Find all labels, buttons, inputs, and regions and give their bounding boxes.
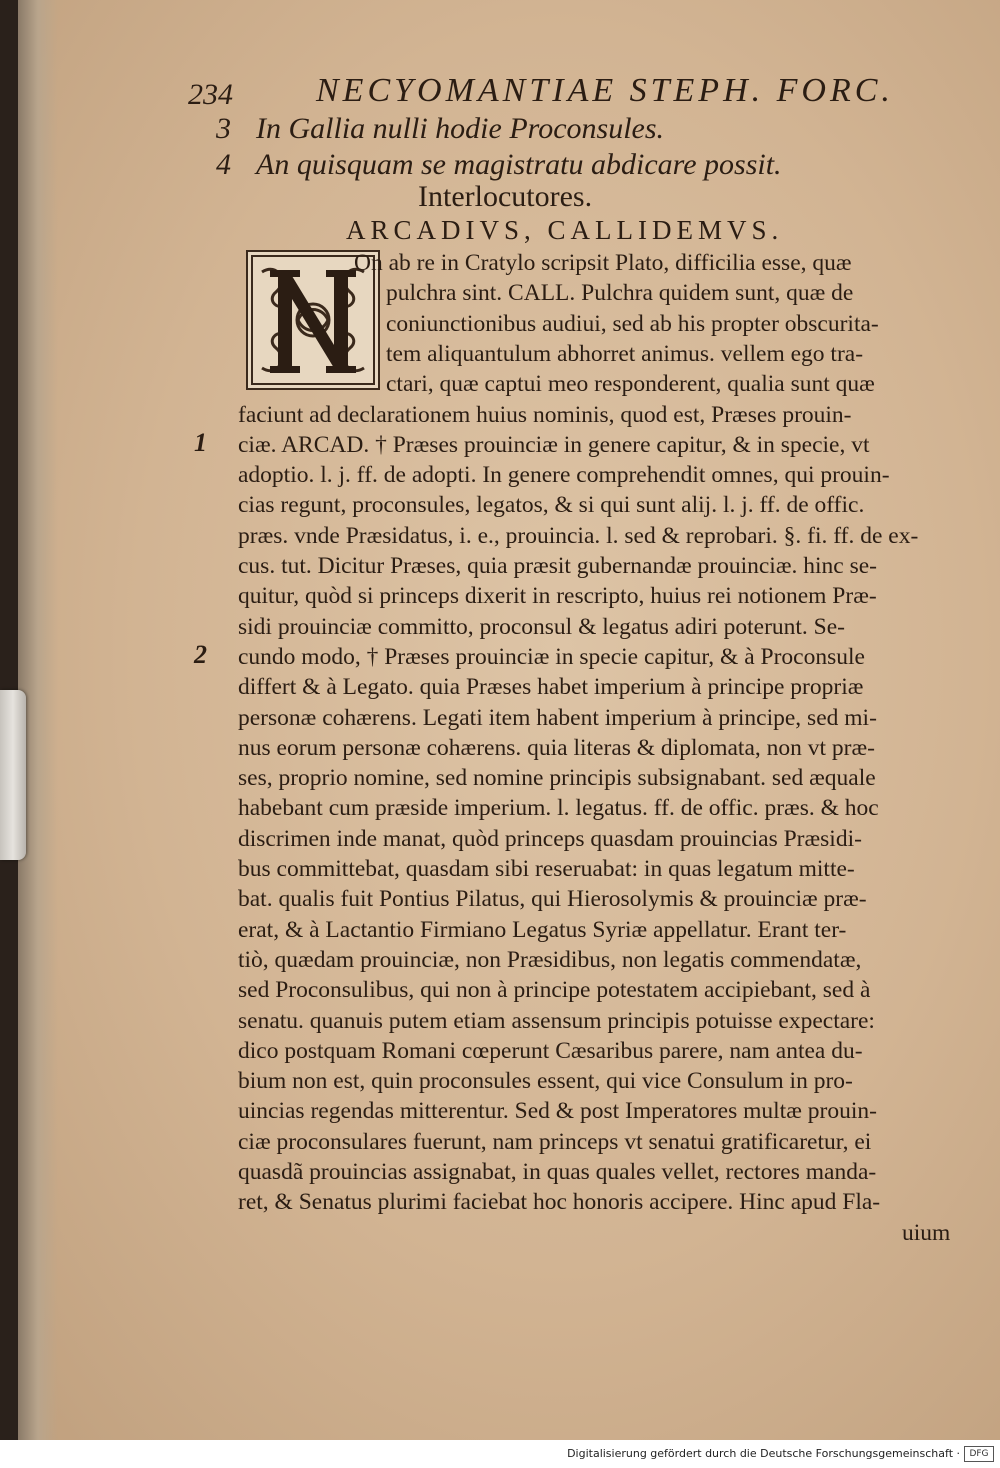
text-line: ciæ proconsulares fuerunt, nam princeps vt senatui gratificaretur, ei: [238, 1128, 872, 1155]
interlocutors-title: Interlocutores.: [418, 180, 593, 213]
text-line: erat, & à Lactantio Firmiano Legatus Syriæ appellatur. Erant ter-: [238, 916, 847, 943]
text-line: faciunt ad declarationem huius nominis, quod est, Præses prouin-: [238, 401, 852, 428]
margin-number-2: 2: [194, 640, 207, 669]
text-line: ctari, quæ captui meo responderent, qualia sunt quæ: [386, 371, 875, 398]
text-line: adoptio. l. j. ff. de adopti. In genere comprehendit omnes, qui prouin-: [238, 462, 890, 489]
text-line: cias regunt, proconsules, legatos, & si qui sunt alij. l. j. ff. de offic.: [238, 492, 865, 519]
text-line: tiò, quædam prouinciæ, non Præsidibus, non legatis commendatæ,: [238, 946, 862, 973]
text-line: pulchra sint. CALL. Pulchra quidem sunt, quæ de: [386, 280, 854, 307]
margin-number-1: 1: [194, 428, 207, 457]
text-line: bus committebat, quasdam sibi reseruabat: in quas legatum mitte-: [238, 856, 855, 882]
catchword: uium: [902, 1219, 951, 1246]
running-title: NECYOMANTIAE STEPH. FORC.: [316, 72, 894, 109]
text-line: coniunctionibus audiui, sed ab his propter obscurita-: [386, 310, 879, 337]
text-line: tem aliquantulum abhorret animus. vellem ego tra-: [386, 340, 864, 367]
text-line: personæ cohærens. Legati item habent imperium à principe, sed mi-: [238, 704, 877, 731]
text-line: uincias regendas mitterentur. Sed & post Imperatores multæ prouin-: [238, 1098, 877, 1125]
text-line: ciæ. ARCAD. † Præses prouinciæ in genere capitur, & in specie, vt: [238, 431, 870, 458]
toc-text: In Gallia nulli hodie Proconsules.: [256, 112, 665, 145]
book-page: [18, 0, 1000, 1440]
toc-number: 4: [216, 148, 231, 181]
text-line: præs. vnde Præsidatus, i. e., prouincia. l. sed & reprobari. §. fi. ff. de ex-: [238, 522, 919, 549]
text-line: quitur, quòd si princeps dixerit in rescripto, huius rei notionem Præ-: [238, 583, 877, 610]
text-line: ret, & Senatus plurimi faciebat hoc honoris accipere. Hinc apud Fla-: [238, 1189, 881, 1216]
page-clip: [0, 690, 26, 860]
text-line: On ab re in Cratylo scripsit Plato, difficilia esse, quæ: [354, 250, 852, 276]
text-line: nus eorum personæ cohærens. quia literas & diplomata, non vt præ-: [238, 734, 876, 761]
text-line: sed Proconsulibus, qui non à principe potestatem accipiebant, sed à: [238, 977, 871, 1004]
text-line: sidi prouinciæ committo, proconsul & legatus adiri poterunt. Se-: [238, 613, 845, 640]
text-line: bat. qualis fuit Pontius Pilatus, qui Hierosolymis & prouinciæ præ-: [238, 886, 867, 913]
text-line: differt & à Legato. quia Præses habet imperium à principe propriæ: [238, 674, 864, 701]
dfg-logo: DFG: [964, 1446, 994, 1462]
text-line: discrimen inde manat, quòd princeps quasdam prouincias Præsidi-: [238, 825, 862, 852]
page-number: 234: [188, 78, 233, 111]
text-line: cus. tut. Dicitur Præses, quia præsit gubernandæ prouinciæ. hinc se-: [238, 553, 877, 579]
toc-number: 3: [216, 112, 231, 145]
text-line: habebant cum præside imperium. l. legatus. ff. de offic. præs. & hoc: [238, 795, 879, 822]
text-line: bium non est, quin proconsules essent, qui vice Consulum in pro-: [238, 1068, 853, 1095]
text-line: dico postquam Romani cœperunt Cæsaribus parere, nam antea du-: [238, 1037, 863, 1064]
toc-text: An quisquam se magistratu abdicare possit.: [256, 148, 782, 181]
text-line: senatu. quanuis putem etiam assensum principis potuisse expectare:: [238, 1007, 875, 1034]
footer-bar: [0, 1440, 1000, 1468]
speakers-heading: ARCADIVS, CALLIDEMVS.: [346, 215, 784, 245]
text-line: cundo modo, † Præses prouinciæ in specie capitur, & à Proconsule: [238, 643, 865, 670]
text-line: ses, proprio nomine, sed nomine principis subsignabant. sed æquale: [238, 765, 876, 792]
text-line: quasdã prouincias assignabat, in quas quales vellet, rectores manda-: [238, 1159, 877, 1185]
funding-note: Digitalisierung gefördert durch die Deutsche Forschungsgemeinschaft ·: [567, 1447, 960, 1460]
